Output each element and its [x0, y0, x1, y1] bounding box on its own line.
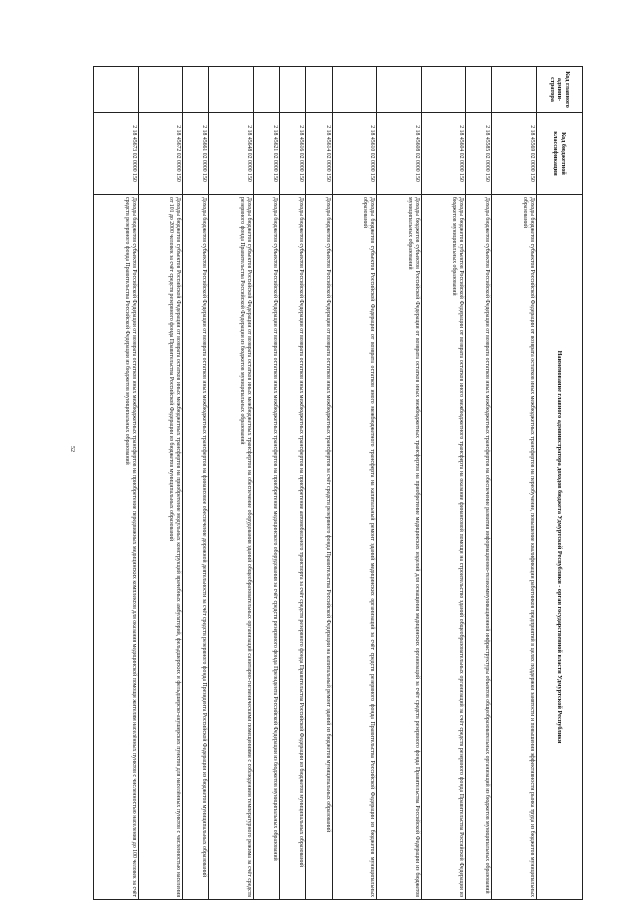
- name-cell: Доходы бюджетов субъектов Российской Федерации от возврата остатков иного межбюджетного трансферта на капитальный ремонт зданий медицинских организаций за счёт средств резервного фонда Правительства Российской Федерации из бюджетов муниципальных образований: [332, 195, 377, 900]
- code-cell: 2 18 45648 02 0000 150: [209, 113, 254, 195]
- code-cell: 2 18 45621 02 0000 150: [253, 113, 279, 195]
- code-cell: 2 18 45608 02 0000 150: [377, 113, 422, 195]
- table-row: [332, 67, 377, 900]
- code-cell: 2 18 45616 02 0000 150: [280, 113, 306, 195]
- table-row: [209, 67, 254, 900]
- table-row: [138, 67, 183, 900]
- code-cell: 2 18 45614 02 0000 150: [306, 113, 332, 195]
- page-number: 52: [69, 446, 75, 452]
- admin-cell: [377, 67, 422, 113]
- code-cell: 2 18 45673 02 0000 150: [94, 113, 139, 195]
- rotated-page: [93, 66, 583, 900]
- code-cell: 2 18 45585 02 0000 150: [466, 113, 492, 195]
- admin-cell: [209, 67, 254, 113]
- admin-cell: [280, 67, 306, 113]
- name-cell: Доходы бюджетов субъектов Российской Федерации от возврата остатков иных межбюджетных трансфертов на обеспечение оборудования зданий общеобразовательных организаций санитарно-гигиеническими помещениями с соблюдением температурного режима за счёт средств резервного фонда Правительства Российской Федерации из бюджетов муниципальных образований: [209, 195, 254, 900]
- table-header-row: [537, 67, 583, 900]
- name-cell: Доходы бюджетов субъектов Российской Федерации от возврата остатков иных межбюджетных трансфертов на переобучение, повышение квалификации работников предприятий в целях поддержки занятости и повышения эффективности рынка труда из бюджетов муниципальных образований: [492, 195, 537, 900]
- name-cell: Доходы бюджетов субъектов Российской Федерации от возврата остатков иных межбюджетных трансфертов на приобретение автомобильного транспорта за счёт средств резервного фонда Правительства Российской Федерации из бюджетов муниципальных образований: [280, 195, 306, 900]
- table-row: [253, 67, 279, 900]
- code-cell: 2 18 45569 02 0000 150: [492, 113, 537, 195]
- name-cell: Доходы бюджетов субъектов Российской Федерации от возврата остатков иных межбюджетных трансфертов на обеспечение развития информационно-телекоммуникационной инфраструктуры объектов общеобразовательных организаций из бюджетов муниципальных образований: [466, 195, 492, 900]
- admin-cell: [492, 67, 537, 113]
- admin-cell: [94, 67, 139, 113]
- table-row: [306, 67, 332, 900]
- table-row: [466, 67, 492, 900]
- name-cell: Доходы бюджетов субъектов Российской Федерации от возврата остатков иных межбюджетных трансфертов на приобретение медицинских изделий для оснащения медицинских организаций за счёт средств резервного фонда Правительства Российской Федерации из бюджетов муниципальных образований: [377, 195, 422, 900]
- header-budget-code: Код бюджетной классификации: [537, 113, 583, 195]
- name-cell: Доходы бюджетов субъектов Российской Федерации от возврата остатков иных межбюджетных трансфертов на приобретение передвижных медицинских комплексов для оказания медицинской помощи жителям населённых пунктов с численностью населения до 100 человек за счёт средств резервного фонда Правительства Российской Федерации из бюджетов муниципальных образований: [94, 195, 139, 900]
- admin-cell: [138, 67, 183, 113]
- table-row: [94, 67, 139, 900]
- table-row: [280, 67, 306, 900]
- revenue-classification-table: [93, 66, 583, 900]
- admin-cell: [466, 67, 492, 113]
- name-cell: Доходы бюджетов субъектов Российской Федерации от возврата остатков иных межбюджетных трансфертов за счёт средств резервного фонда Правительства Российской Федерации на капитальный ремонт зданий из бюджетов муниципальных образований: [306, 195, 332, 900]
- header-admin-code: Код главного админи-стратора: [537, 67, 583, 113]
- table-row: [421, 67, 466, 900]
- code-cell: 2 18 45661 02 0000 150: [183, 113, 209, 195]
- header-name: Наименование главного администратора доходов бюджета Удмуртской Республики - орган государственной власти Удмуртской Республики: [537, 195, 583, 900]
- code-cell: 2 18 45610 02 0000 150: [332, 113, 377, 195]
- name-cell: Доходы бюджетов субъектов Российской Федерации от возврата остатков иных межбюджетных трансфертов на приобретение модульных конструкций врачебных амбулаторий, фельдшерских и фельдшерско-акушерских пунктов для населённых пунктов с численностью населения от 101 до 2000 человек за счёт средств резервного фонда Правительства Российской Федерации из бюджетов муниципальных образований: [138, 195, 183, 900]
- table-row: [183, 67, 209, 900]
- admin-cell: [183, 67, 209, 113]
- admin-cell: [253, 67, 279, 113]
- name-cell: Доходы бюджетов субъектов Российской Федерации от возврата остатков иных межбюджетных трансфертов на приобретение медицинского оборудования за счёт средств резервного фонда Президента Российской Федерации из бюджетов муниципальных образований: [253, 195, 279, 900]
- table-row: [492, 67, 537, 900]
- admin-cell: [421, 67, 466, 113]
- code-cell: 2 18 45604 02 0000 150: [421, 113, 466, 195]
- table-row: [377, 67, 422, 900]
- name-cell: Доходы бюджетов субъектов Российской Федерации от возврата остатков иных межбюджетных трансфертов на финансовое обеспечение дорожной деятельности за счёт средств резервного фонда Президента Российской Федерации из бюджетов муниципальных образований: [183, 195, 209, 900]
- admin-cell: [332, 67, 377, 113]
- name-cell: Доходы бюджетов субъектов Российской Федерации от возврата остатков иного межбюджетного трансферта на оказание финансовой помощи на строительство зданий общеобразовательных организаций за счёт средств резервного фонда Правительства Российской Федерации из бюджетов муниципальных образований: [421, 195, 466, 900]
- admin-cell: [306, 67, 332, 113]
- code-cell: 2 18 45672 02 0000 150: [138, 113, 183, 195]
